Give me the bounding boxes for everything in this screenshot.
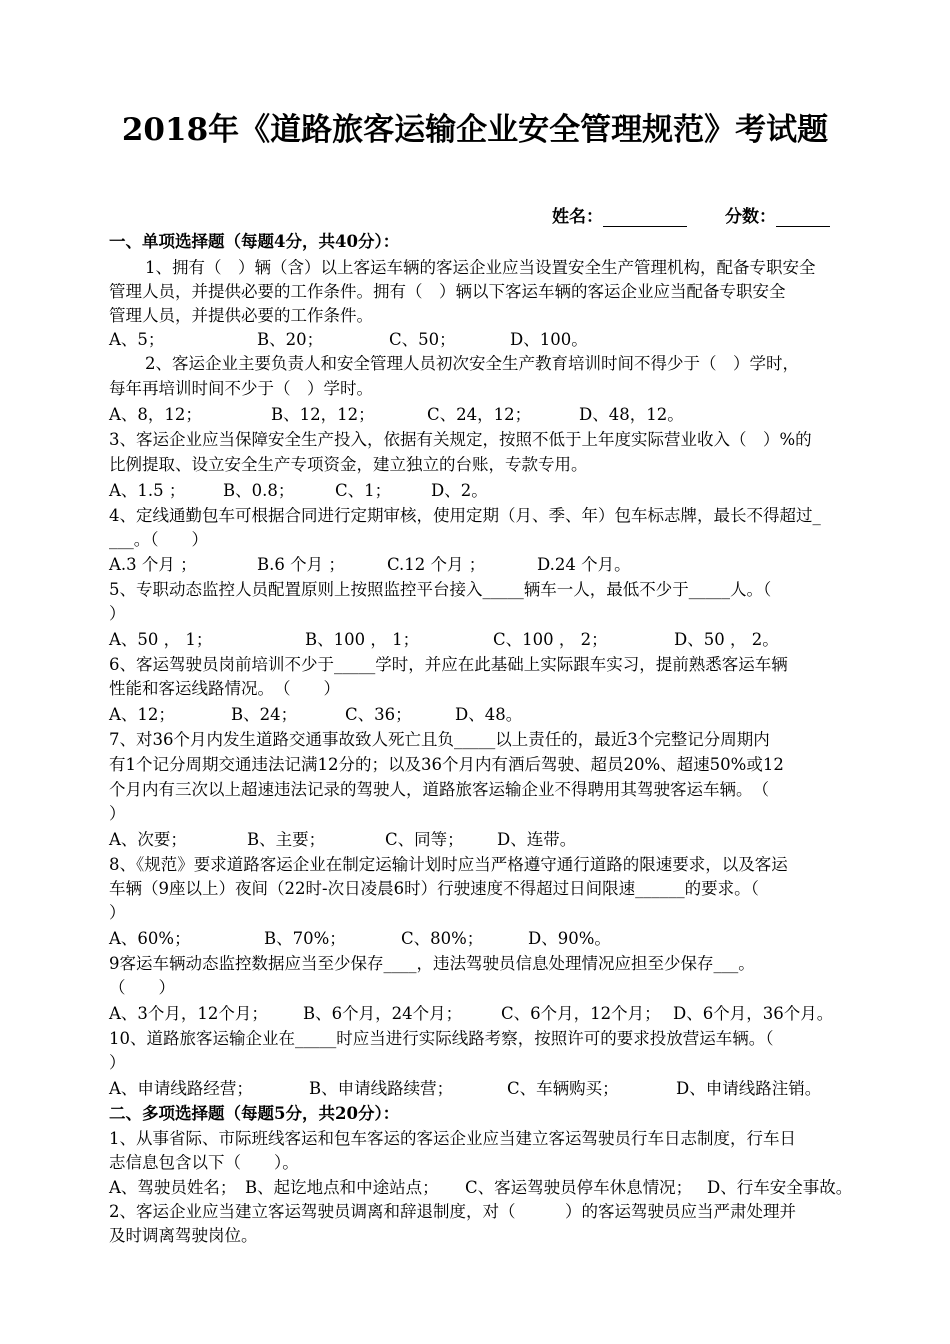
question-4-line-2: ___。（ ） bbox=[109, 530, 208, 549]
question-5-line-2: ） bbox=[109, 604, 126, 623]
option-d[interactable]: D、6个月，36个月。 bbox=[673, 1004, 834, 1023]
option-b[interactable]: B、100 ， 1； bbox=[305, 630, 420, 649]
question-2-line-1: 2、客运企业主要负责人和安全管理人员初次安全生产教育培训时间不得少于（ ）学时， bbox=[145, 354, 799, 373]
option-d[interactable]: D、行车安全事故。 bbox=[707, 1178, 853, 1197]
option-a[interactable]: A、50 ， 1； bbox=[109, 630, 213, 649]
option-b[interactable]: B、主要； bbox=[247, 830, 326, 849]
option-b[interactable]: B、20； bbox=[257, 330, 324, 349]
question-1-line-2: 管理人员，并提供必要的工作条件。拥有（ ）辆以下客运车辆的客运企业应当配备专职安全 bbox=[109, 282, 786, 301]
option-c[interactable]: C.12 个月 ； bbox=[387, 555, 486, 574]
option-a[interactable]: A、3个月，12个月； bbox=[109, 1004, 268, 1023]
question-2-line-2: 每年再培训时间不少于（ ）学时。 bbox=[109, 379, 373, 398]
option-a[interactable]: A、8，12； bbox=[109, 405, 202, 424]
option-b[interactable]: B.6 个月 ； bbox=[257, 555, 345, 574]
question-8-line-1: 8、《规范》要求道路客运企业在制定运输计划时应当严格遵守通行道路的限速要求，以及客运 bbox=[109, 855, 788, 874]
option-d[interactable]: D.24 个月。 bbox=[537, 555, 631, 574]
option-c[interactable]: C、100 ， 2； bbox=[493, 630, 608, 649]
option-b[interactable]: B、24； bbox=[231, 705, 298, 724]
name-label: 姓名： bbox=[552, 207, 603, 227]
question-7-line-1: 7、对36个月内发生道路交通事故致人死亡且负_____以上责任的，最近3个完整记分周期内 bbox=[109, 730, 770, 749]
question-7-line-2: 有1个记分周期交通违法记满12分的；以及36个月内有酒后驾驶、超员20%、超速50%或12 bbox=[109, 755, 784, 774]
option-d[interactable]: D、2。 bbox=[431, 481, 488, 500]
option-d[interactable]: D、申请线路注销。 bbox=[676, 1079, 822, 1098]
question-10-line-1: 10、道路旅客运输企业在_____时应当进行实际线路考察，按照许可的要求投放营运车辆。（ bbox=[109, 1029, 774, 1048]
option-d[interactable]: D、90%。 bbox=[528, 929, 611, 948]
option-b[interactable]: B、0.8； bbox=[223, 481, 295, 500]
question-9-line-1: 9客运车辆动态监控数据应当至少保存____，违法驾驶员信息处理情况应担至少保存___。 bbox=[109, 954, 755, 973]
question-3-line-1: 3、客运企业应当保障安全生产投入，依据有关规定，按照不低于上年度实际营业收入（ ）%的 bbox=[109, 430, 812, 449]
option-a[interactable]: A.3 个月 ； bbox=[109, 555, 197, 574]
multi-question-2-line-2: 及时调离驾驶岗位。 bbox=[109, 1226, 258, 1245]
option-b[interactable]: B、申请线路续营； bbox=[309, 1079, 454, 1098]
option-a[interactable]: A、次要； bbox=[109, 830, 187, 849]
question-6-line-2: 性能和客运线路情况。 （ ） bbox=[109, 679, 340, 698]
question-6-line-1: 6、客运驾驶员岗前培训不少于_____学时，并应在此基础上实际跟车实习，提前熟悉客运车辆 bbox=[109, 655, 788, 674]
option-b[interactable]: B、起讫地点和中途站点； bbox=[245, 1178, 439, 1197]
question-7-line-4: ） bbox=[109, 804, 126, 823]
option-a[interactable]: A、驾驶员姓名； bbox=[109, 1178, 237, 1197]
section-heading-multiple-choice: 二、多项选择题（每题5分，共20分）： bbox=[109, 1104, 400, 1123]
option-b[interactable]: B、6个月，24个月； bbox=[303, 1004, 463, 1023]
question-10-line-2: ） bbox=[109, 1053, 126, 1072]
option-b[interactable]: B、12，12； bbox=[271, 405, 375, 424]
question-8-line-3: ） bbox=[109, 903, 126, 922]
name-blank[interactable] bbox=[603, 209, 687, 227]
question-8-line-2: 车辆（9座以上）夜间（22时-次日凌晨6时）行驶速度不得超过日间限速______的要求。（ bbox=[109, 879, 759, 898]
question-1-line-1: 1、拥有（ ）辆（含）以上客运车辆的客运企业应当设置安全生产管理机构，配备专职安全 bbox=[145, 258, 816, 277]
option-d[interactable]: D、100。 bbox=[510, 330, 588, 349]
page-title: 2018年《道路旅客运输企业安全管理规范》考试题 bbox=[121, 112, 829, 148]
option-c[interactable]: C、36； bbox=[345, 705, 412, 724]
question-4-line-1: 4、定线通勤包车可根据合同进行定期审核，使用定期（月、季、年）包车标志牌，最长不得超过_ bbox=[109, 506, 821, 525]
question-9-line-2: （ ） bbox=[109, 978, 175, 997]
score-blank[interactable] bbox=[776, 209, 830, 227]
option-c[interactable]: C、80%； bbox=[401, 929, 484, 948]
option-a[interactable]: A、60%； bbox=[109, 929, 191, 948]
option-c[interactable]: C、50； bbox=[389, 330, 456, 349]
option-d[interactable]: D、48。 bbox=[455, 705, 523, 724]
question-3-line-2: 比例提取、设立安全生产专项资金，建立独立的台账，专款专用。 bbox=[109, 455, 588, 474]
option-c[interactable]: C、客运驾驶员停车休息情况； bbox=[465, 1178, 693, 1197]
option-c[interactable]: C、车辆购买； bbox=[507, 1079, 619, 1098]
option-c[interactable]: C、同等； bbox=[385, 830, 464, 849]
option-a[interactable]: A、5； bbox=[109, 330, 165, 349]
option-d[interactable]: D、50 ， 2。 bbox=[674, 630, 779, 649]
option-b[interactable]: B、70%； bbox=[264, 929, 346, 948]
option-c[interactable]: C、6个月，12个月； bbox=[501, 1004, 661, 1023]
option-a[interactable]: A、1.5 ； bbox=[109, 481, 186, 500]
score-label: 分数： bbox=[725, 207, 776, 227]
option-d[interactable]: D、连带。 bbox=[497, 830, 577, 849]
multi-question-2-line-1: 2、客运企业应当建立客运驾驶员调离和辞退制度，对（ ）的客运驾驶员应当严肃处理并 bbox=[109, 1202, 796, 1221]
option-d[interactable]: D、48，12。 bbox=[579, 405, 684, 424]
option-a[interactable]: A、申请线路经营； bbox=[109, 1079, 253, 1098]
name-score-row bbox=[552, 202, 830, 227]
option-c[interactable]: C、24，12； bbox=[427, 405, 532, 424]
multi-question-1-line-1: 1、从事省际、市际班线客运和包车客运的客运企业应当建立客运驾驶员行车日志制度，行车日 bbox=[109, 1129, 796, 1148]
option-c[interactable]: C、1； bbox=[335, 481, 392, 500]
section-heading-single-choice: 一、单项选择题（每题4分，共40分）： bbox=[109, 232, 400, 251]
question-7-line-3: 个月内有三次以上超速违法记录的驾驶人，道路旅客运输企业不得聘用其驾驶客运车辆。 （ bbox=[109, 780, 769, 799]
multi-question-1-line-2: 志信息包含以下（ ）。 bbox=[109, 1153, 299, 1172]
question-5-line-1: 5、专职动态监控人员配置原则上按照监控平台接入_____辆车一人，最低不少于_____人。（ bbox=[109, 580, 772, 599]
option-a[interactable]: A、12； bbox=[109, 705, 175, 724]
question-1-line-3: 管理人员，并提供必要的工作条件。 bbox=[109, 306, 373, 325]
